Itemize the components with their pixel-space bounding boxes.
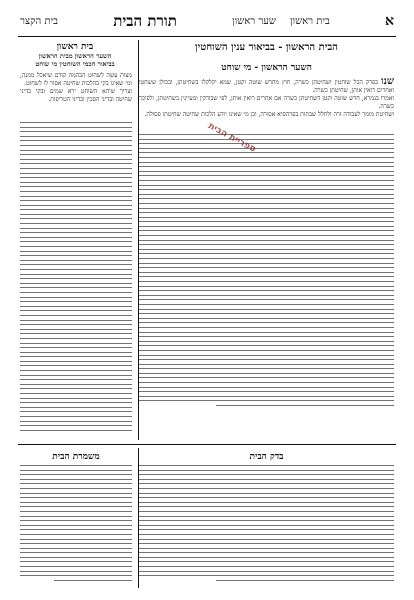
main-title: הבית הראשון - בביאור ענין השוחטין	[195, 42, 338, 53]
side-paragraph-2: וצריך שיהא השוחט ירא שמים ובקי בדיני שחיטה ובדיני הסכין ובדיני הטריפות.	[20, 88, 132, 103]
side-column	[20, 72, 132, 434]
main-paragraph-3: ושחיטת מומר לעבודה זרה ולחלל שבתות בפרהסיא אסורה, וכן מי שאינו יודע הלכות שחיטה שחיטתו פסולה.	[144, 111, 394, 118]
section-right: בית ראשון	[289, 15, 330, 27]
library-stamp: ספריית הבית	[206, 121, 258, 155]
commentary-left-lines	[20, 465, 132, 584]
page-letter: א	[385, 12, 394, 29]
commentary-left	[20, 465, 132, 590]
gate-right: שער ראשון	[232, 15, 276, 27]
main-paragraph-1: בפרק הכל שוחטין ושחיטתן כשרה, חוץ מחרש שוטה וקטן, שמא יקלקלו בשחיטתן, ובכולן ששחטו ואחרים רואין אותן, שחיטתן כשרה.	[139, 79, 394, 94]
main-text	[139, 78, 394, 95]
commentary-title-left: משמרת הבית	[52, 452, 100, 462]
side-gate: השער הראשון מבית הראשון	[38, 52, 112, 60]
main-paragraph-2: ואמרו בגמרא, חרש שוטה וקטן דשחיטתן כשרה אם אחרים רואין אותן, לפי שבודקין ומעיינין בשחיטתן, ולפיכך כשרה.	[139, 95, 394, 110]
commentary-rule	[18, 444, 396, 445]
commentary-right-lines	[139, 465, 394, 584]
main-subtitle: השער הראשון - מי שוחט	[221, 63, 312, 73]
opening-word: שנו	[381, 78, 394, 87]
commentary-right	[139, 465, 394, 590]
column-divider	[138, 40, 139, 440]
side-subtitle	[20, 52, 130, 68]
header-rule	[18, 36, 396, 37]
side-title: בית ראשון	[56, 42, 94, 52]
section-left: בית הקצר	[20, 15, 58, 27]
commentary-title-right: בדק הבית	[249, 452, 284, 462]
side-paragraph-1: מצות עשה לשחוט הבהמה קודם שיאכל ממנה, ומי שאינו בקי בהלכות שחיטה אסור לו לשחוט.	[20, 72, 132, 87]
running-header	[20, 10, 394, 32]
book-title: תורת הבית	[113, 11, 177, 30]
side-text-lines	[20, 122, 132, 434]
side-note: בביאור חכמי השוחטין מי שוחט	[35, 60, 115, 68]
